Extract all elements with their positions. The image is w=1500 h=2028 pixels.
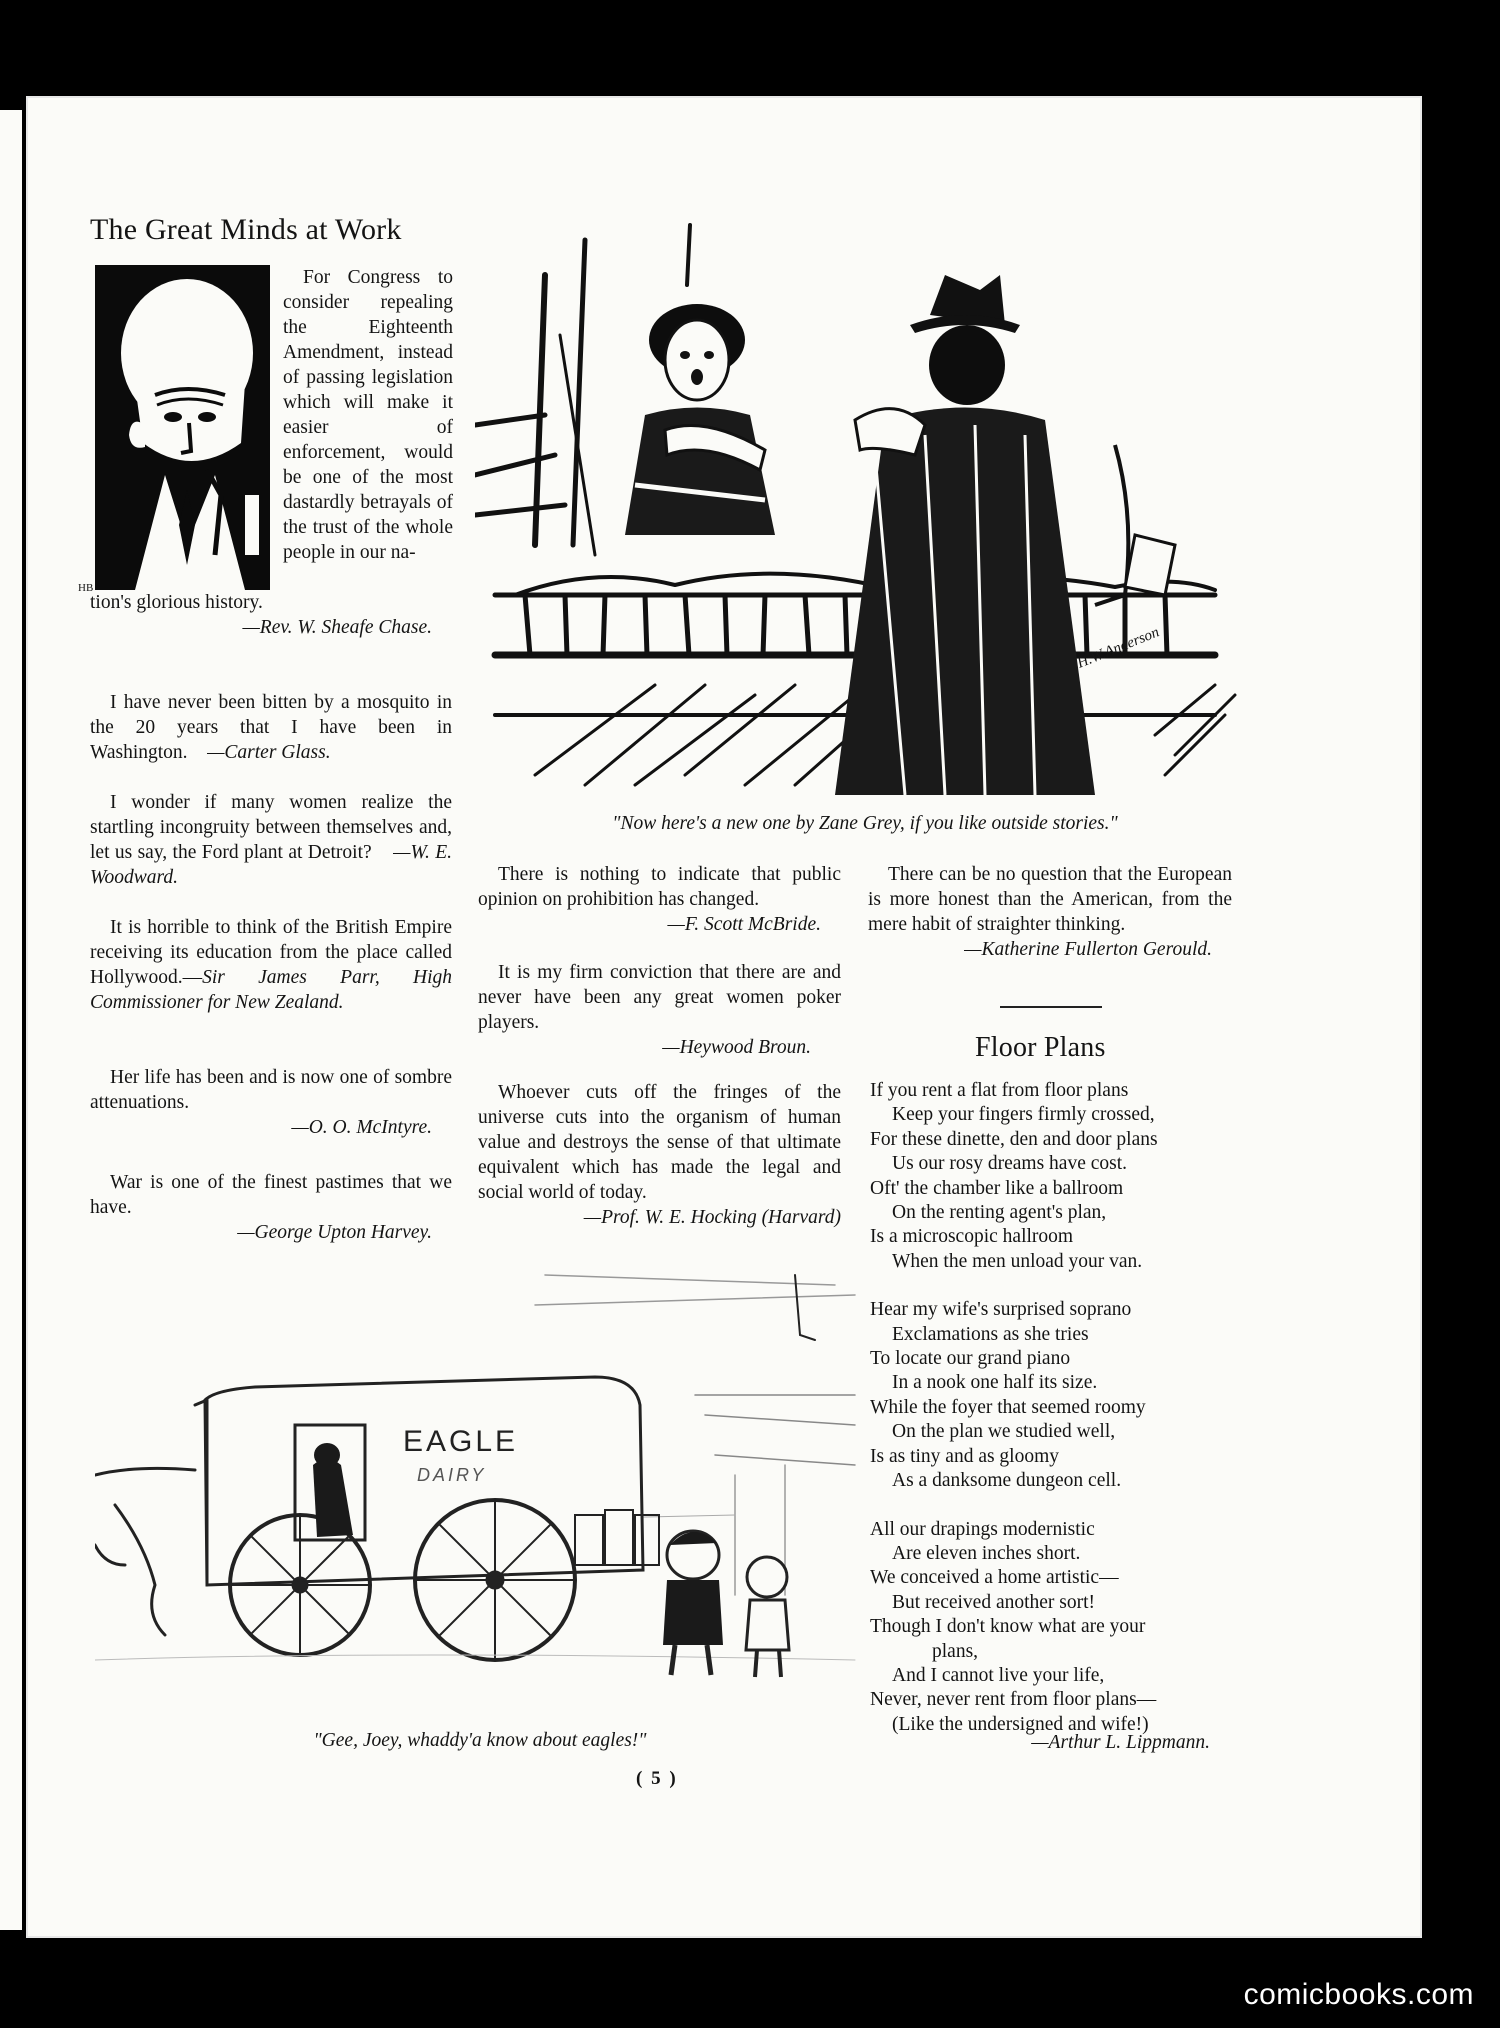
poem-line: Oft' the chamber like a ballroom: [870, 1177, 1124, 1199]
quote-text: There is nothing to indicate that public opinion on prohibition has changed.: [478, 864, 841, 910]
poem-line: Us our rosy dreams have cost.: [892, 1153, 1128, 1175]
portrait-initials: HB: [78, 582, 94, 594]
quote-glass: [90, 690, 452, 765]
poem-stanza-break: [870, 1494, 1235, 1518]
facing-page-edge: [0, 110, 22, 1930]
page-number: ( 5 ): [636, 1768, 678, 1789]
quote-attribution: —Carter Glass.: [207, 742, 331, 763]
quote-text: For Congress to consider repealing the Eighteenth Amendment, instead of passing legislation which will make it easier of enforcement, would be one of the most dastardly betrayals of the trust of the whole people in our na-: [283, 267, 453, 563]
quote-chase-lead: [283, 265, 453, 565]
quote-text: It is horrible to think of the British Empire receiving its education from the place called Hollywood.—: [90, 917, 452, 988]
quote-parr: [90, 915, 452, 1015]
poem-line: plans,: [932, 1640, 979, 1662]
cartoon-dairy-wagon: [95, 1265, 860, 1720]
quote-chase-tail: [90, 590, 452, 640]
quote-attribution: —George Upton Harvey.: [237, 1222, 432, 1243]
dairy-wagon-drawing: [95, 1265, 860, 1720]
poem-line: On the renting agent's plan,: [892, 1202, 1107, 1224]
wagon-label-eagle: EAGLE: [403, 1425, 519, 1458]
quote-attribution: —Prof. W. E. Hocking (Harvard): [583, 1207, 841, 1228]
wagon-label-dairy: DAIRY: [417, 1465, 487, 1485]
quote-text: I wonder if many women realize the startling incongruity between themselves and, let us say, the Ford plant at Detroit?: [90, 792, 452, 863]
quote-attribution: —F. Scott McBride.: [667, 914, 821, 935]
poem-line: For these dinette, den and door plans: [870, 1128, 1158, 1150]
quote-hocking: [478, 1080, 841, 1230]
poem-line: Is a microscopic hallroom: [870, 1226, 1074, 1248]
poem-line: While the foyer that seemed roomy: [870, 1396, 1146, 1418]
quote-attribution: —Rev. W. Sheafe Chase.: [242, 617, 432, 638]
quote-text: tion's glorious history.: [90, 592, 263, 613]
poem-line: To locate our grand piano: [870, 1348, 1071, 1370]
quote-attribution: —W. E. Woodward.: [90, 842, 452, 888]
poem-title: Floor Plans: [975, 1032, 1106, 1063]
poem-line: Are eleven inches short.: [892, 1542, 1081, 1564]
poem-line: All our drapings modernistic: [870, 1518, 1095, 1540]
poem-line: As a danksome dungeon cell.: [892, 1470, 1122, 1492]
poem-attribution: —Arthur L. Lippmann.: [1031, 1732, 1210, 1753]
quote-attribution: —Heywood Broun.: [662, 1037, 811, 1058]
section-title: The Great Minds at Work: [90, 213, 402, 246]
poem-line: We conceived a home artistic—: [870, 1567, 1119, 1589]
quote-gerould: [868, 862, 1232, 962]
poem-line: (Like the undersigned and wife!): [892, 1713, 1149, 1735]
poem-line: Though I don't know what are your: [870, 1616, 1146, 1638]
quote-text: There can be no question that the European is more honest than the American, from the mere habit of straighter thinking.: [868, 864, 1232, 935]
quote-broun: [478, 960, 841, 1060]
poem-line: In a nook one half its size.: [892, 1372, 1098, 1394]
quote-harvey: [90, 1170, 452, 1245]
poem-line: Exclamations as she tries: [892, 1323, 1089, 1345]
quote-attribution: —Katherine Fullerton Gerould.: [964, 939, 1212, 960]
site-watermark: comicbooks.com: [1243, 1978, 1474, 2011]
quote-attribution: Sir James Parr, High Commissioner for New Zealand.: [90, 967, 452, 1013]
bookshop-drawing: [475, 215, 1245, 800]
cartoon-bookshop-caption: "Now here's a new one by Zane Grey, if you like outside stories.": [612, 813, 1118, 834]
caricature-portrait: [95, 265, 270, 590]
poem-line: Hear my wife's surprised soprano: [870, 1299, 1132, 1321]
quote-attribution: —O. O. McIntyre.: [291, 1117, 432, 1138]
poem-line: On the plan we studied well,: [892, 1421, 1116, 1443]
quote-mcbride: [478, 862, 841, 937]
quote-mcintyre: [90, 1065, 452, 1140]
poem-line: Never, never rent from floor plans—: [870, 1689, 1157, 1711]
poem-line: But received another sort!: [892, 1591, 1096, 1613]
poem-body: [870, 1079, 1235, 1737]
poem-line: When the men unload your van.: [892, 1250, 1143, 1272]
quote-text: Her life has been and is now one of sombre attenuations.: [90, 1067, 452, 1113]
poem-stanza-break: [870, 1274, 1235, 1298]
poem-line: If you rent a flat from floor plans: [870, 1080, 1129, 1101]
quote-woodward: [90, 790, 452, 890]
artist-signature: H.W.Anderson: [1074, 624, 1162, 672]
poem-line: Keep your fingers firmly crossed,: [892, 1104, 1155, 1126]
poem-line: Is as tiny and as gloomy: [870, 1445, 1060, 1467]
quote-text: Whoever cuts off the fringes of the universe cuts into the organism of human value and destroys the sense of that ultimate equivalent which has made the legal and social world of today.: [478, 1082, 841, 1203]
portrait-drawing: [95, 265, 270, 590]
section-divider: [1000, 1006, 1102, 1008]
cartoon-bookshop: [475, 215, 1245, 800]
cartoon-dairy-caption: "Gee, Joey, whaddy'a know about eagles!": [313, 1730, 647, 1751]
quote-text: I have never been bitten by a mosquito in the 20 years that I have been in Washington.: [90, 692, 452, 763]
quote-text: War is one of the finest pastimes that we have.: [90, 1172, 452, 1218]
quote-text: It is my firm conviction that there are and never have been any great women poker players.: [478, 962, 841, 1033]
poem-line: And I cannot live your life,: [892, 1664, 1105, 1686]
